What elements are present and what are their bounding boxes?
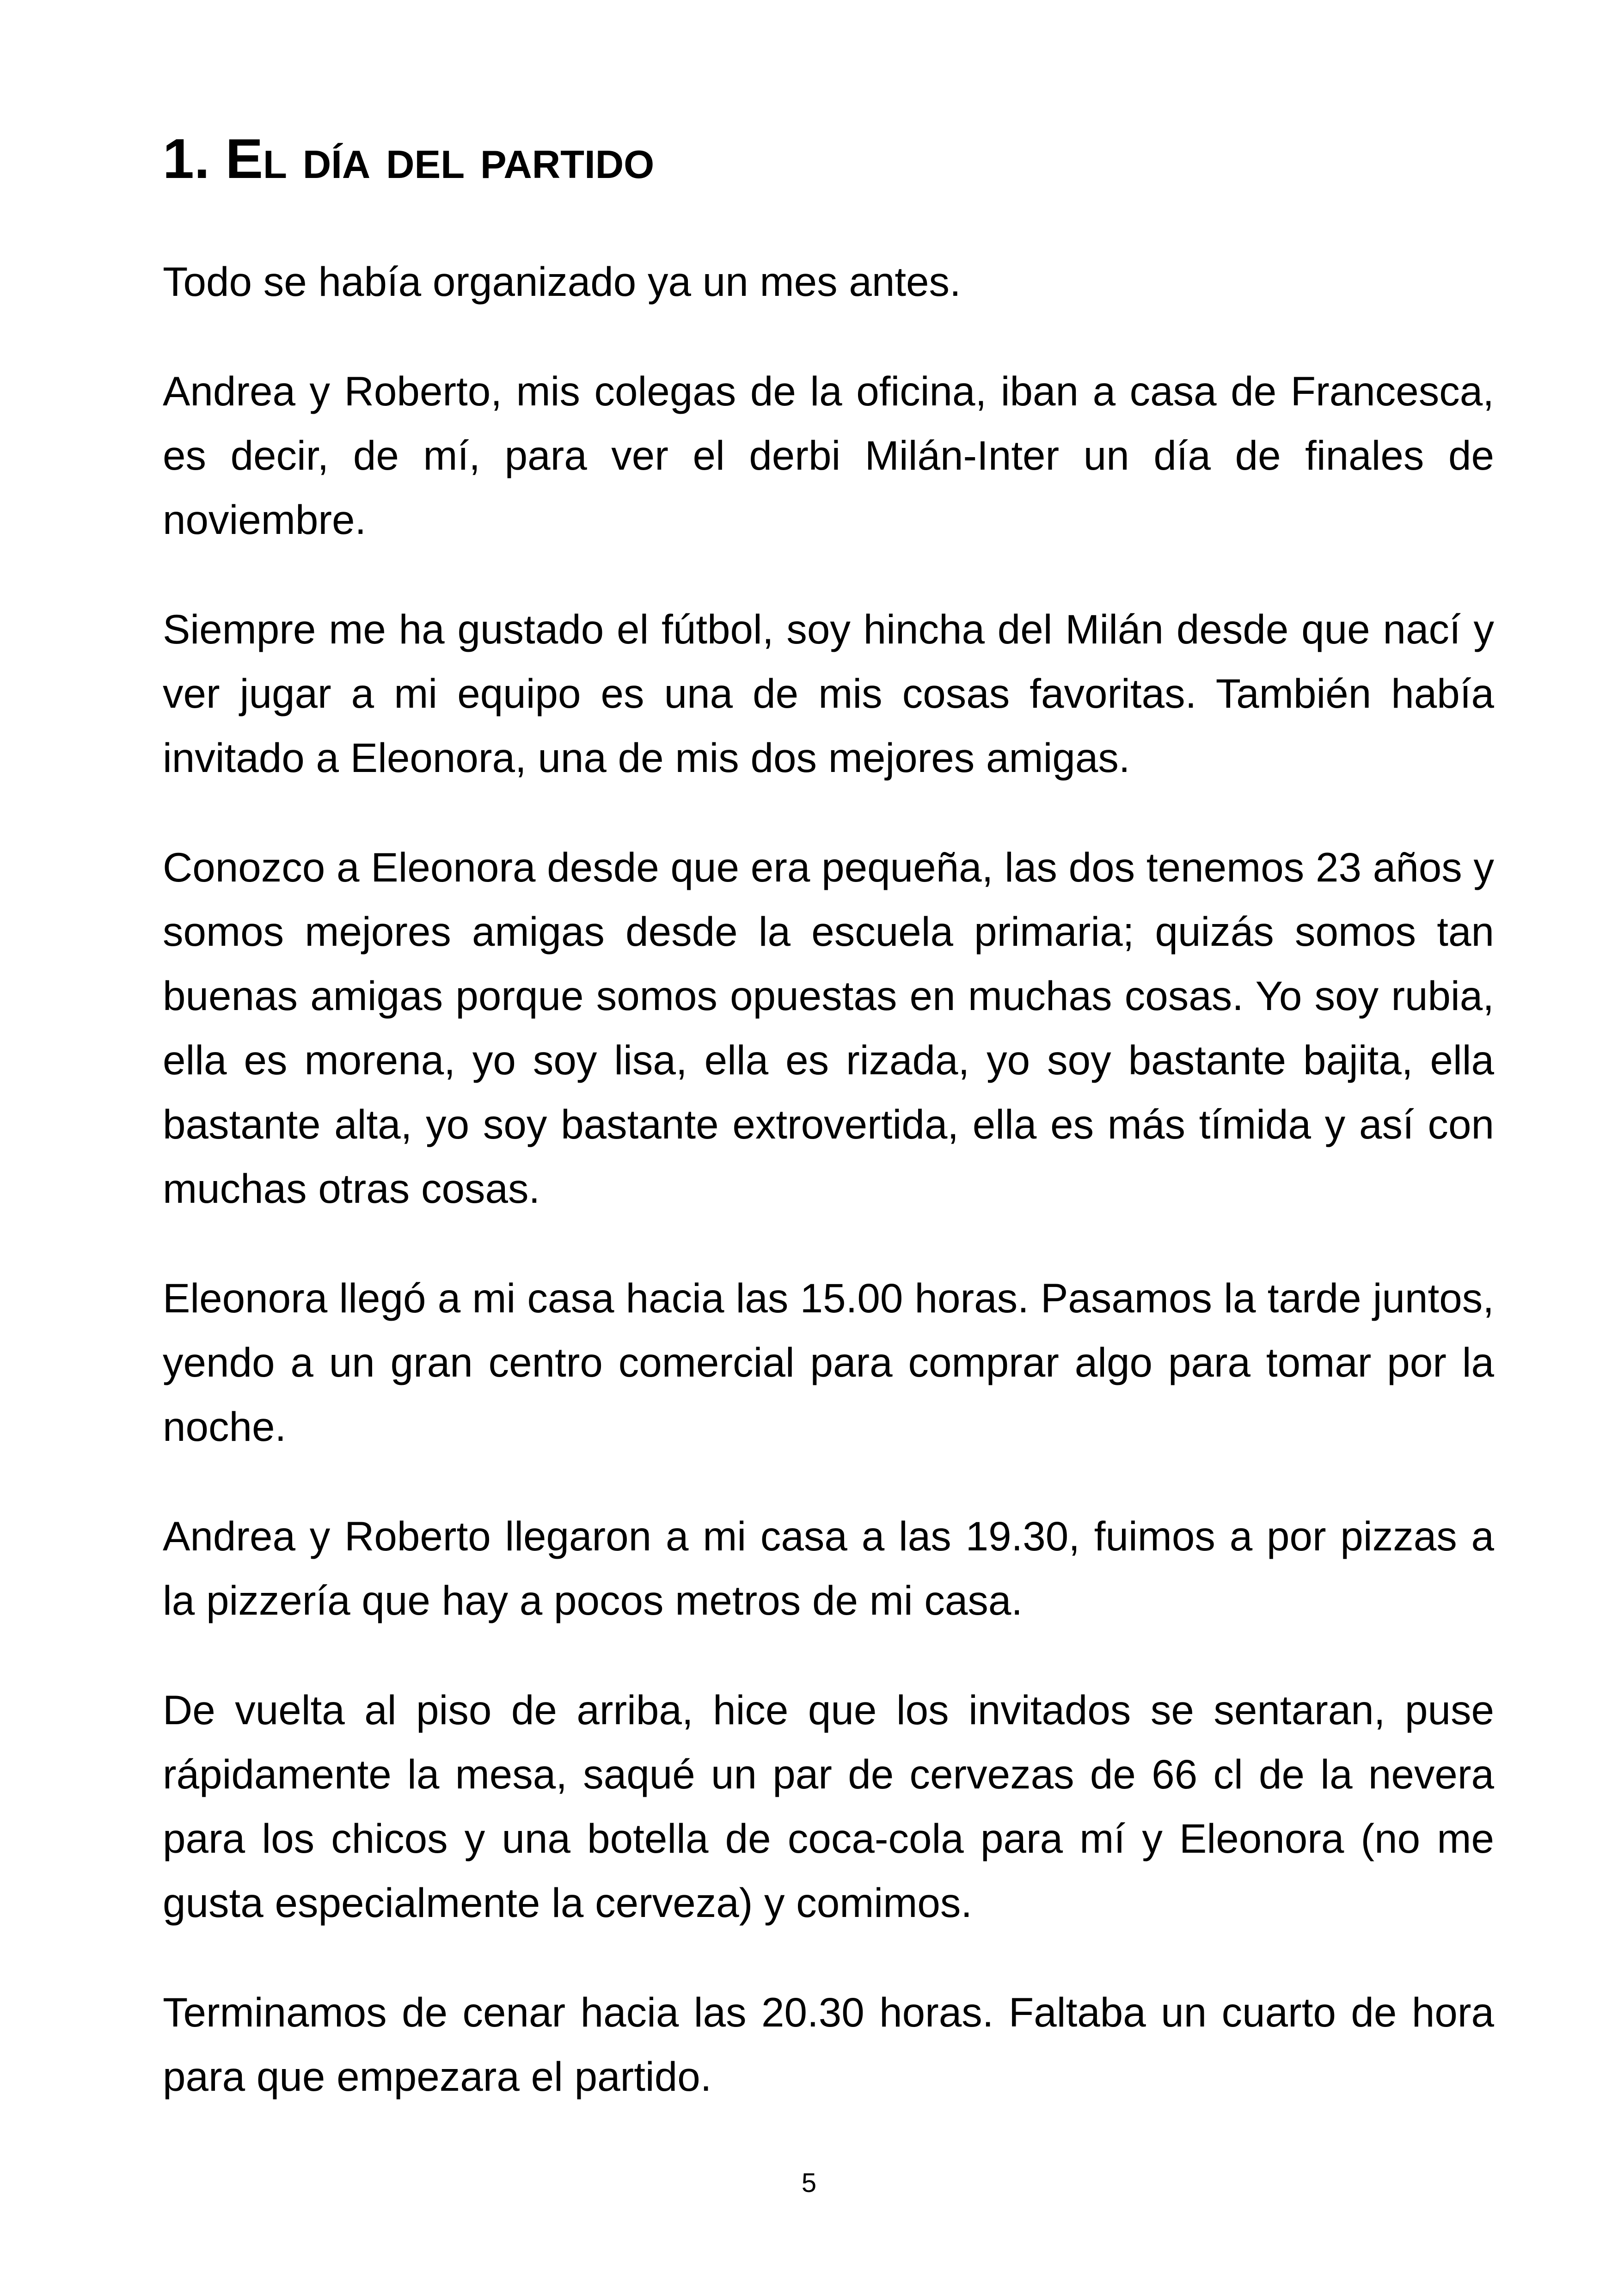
paragraph: Conozco a Eleonora desde que era pequeña, las dos tenemos 23 años y somos mejores amigas desde la escuela primaria; quizás somos tan buenas amigas porque somos opuestas en muchas cosas. Yo soy rubia, ella es morena, yo soy lisa, ella es rizada, yo soy bastante bajita, ella bastante alta, yo soy bastante extrovertida, ella es más tímida y así con muchas otras cosas. <box>163 844 1494 1212</box>
body-text <box>163 250 1494 2154</box>
paragraph: Todo se había organizado ya un mes antes. <box>163 258 961 305</box>
chapter-title: El día del partido <box>225 127 655 190</box>
paragraph: Eleonora llegó a mi casa hacia las 15.00 horas. Pasamos la tarde juntos, yendo a un gran centro comercial para comprar algo para tomar por la noche. <box>163 1275 1494 1450</box>
paragraph: De vuelta al piso de arriba, hice que los invitados se sentaran, puse rápidamente la mesa, saqué un par de cervezas de 66 cl de la nevera para los chicos y una botella de coca-cola para mí y Eleonora (no me gusta especialmente la cerveza) y comimos. <box>163 1687 1494 1926</box>
paragraph: Terminamos de cenar hacia las 20.30 horas. Faltaba un cuarto de hora para que empezara el partido. <box>163 1989 1494 2100</box>
chapter-heading <box>163 124 654 193</box>
paragraph: Siempre me ha gustado el fútbol, soy hincha del Milán desde que nací y ver jugar a mi equipo es una de mis cosas favoritas. También había invitado a Eleonora, una de mis dos mejores amigas. <box>163 606 1494 781</box>
paragraph: Andrea y Roberto llegaron a mi casa a las 19.30, fuimos a por pizzas a la pizzería que hay a pocos metros de mi casa. <box>163 1513 1494 1623</box>
paragraph: Andrea y Roberto, mis colegas de la oficina, iban a casa de Francesca, es decir, de mí, para ver el derbi Milán-Inter un día de finales de noviembre. <box>163 368 1494 543</box>
page-number: 5 <box>801 2168 817 2198</box>
chapter-number: 1. <box>163 127 210 190</box>
